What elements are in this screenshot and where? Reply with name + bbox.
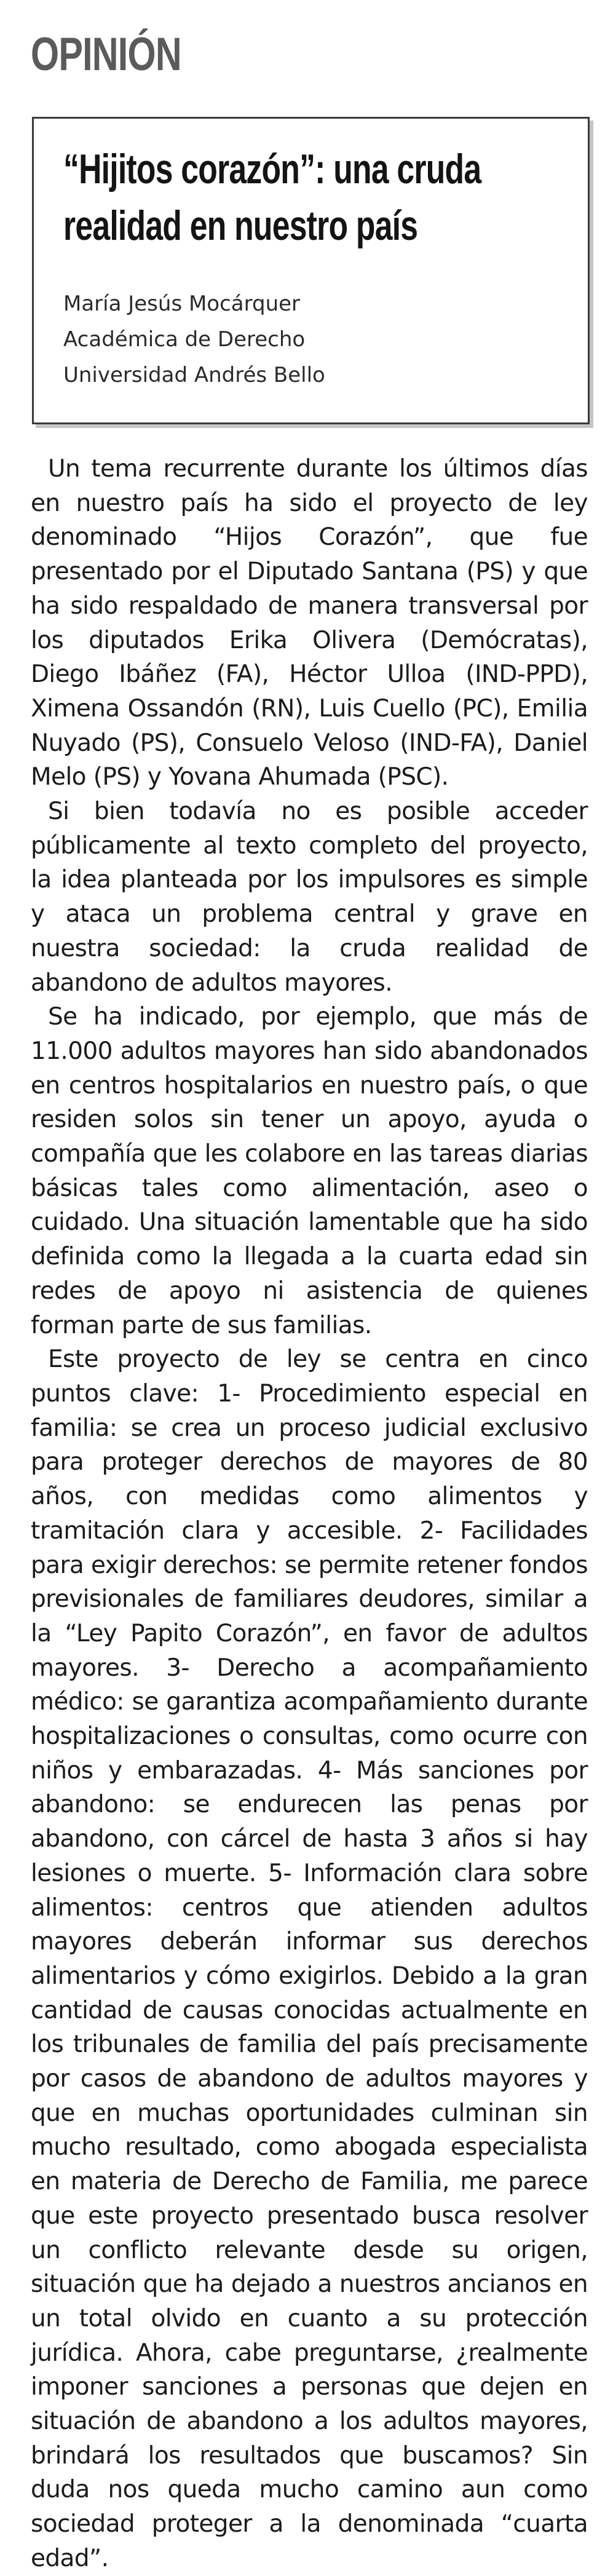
author-role: Académica de Derecho: [63, 327, 306, 352]
article-body: [31, 452, 588, 2576]
paragraph: Este proyecto de ley se centra en cinco puntos clave: 1- Procedimiento especial en familia: se crea un proceso judicial exclusivo para proteger derechos de mayores de 80 años, con medidas como alimentos y tramitación clara y accesible. 2- Facilidades para exigir derechos: se permite retener fondos previsionales de familiares deudores, similar a la “Ley Papito Corazón”, en favor de adultos mayores. 3- Derecho a acompañamiento médico: se garantiza acompañamiento durante hospitalizaciones o consultas, como ocurre con niños y embarazadas. 4- Más sanciones por abandono: se endurecen las penas por abandono, con cárcel de hasta 3 años si hay lesiones o muerte. 5- Información clara sobre alimentos: centros que atienden adultos mayores deberán informar sus derechos alimentarios y cómo exigirlos. Debido a la gran cantidad de causas conocidas actualmente en los tribunales de familia del país precisamente por casos de abandono de adultos mayores y que en muchas oportunidades culminan sin mucho resultado, como abogada especialista en materia de Derecho de Familia, me parece que este proyecto presentado busca resolver un conflicto relevante desde su origen, situación que ha dejado a nuestros ancianos en un total olvido en cuanto a su protección jurídica. Ahora, cabe preguntarse, ¿realmente imponer sanciones a personas que dejen en situación de abandono a los adultos mayores, brindará los resultados que buscamos? Sin duda nos queda mucho camino aun como sociedad proteger a la denominada “cuarta edad”.: [31, 1345, 588, 2572]
section-label: OPINIÓN: [31, 28, 181, 81]
paragraph: Si bien todavía no es posible acceder públicamente al texto completo del proyecto, la idea planteada por los impulsores es simple y ataca un problema central y grave en nuestra sociedad: la cruda realidad de abandono de adultos mayores.: [31, 798, 588, 997]
author-institution: Universidad Andrés Bello: [63, 363, 325, 387]
byline: [63, 286, 325, 393]
author-name: María Jesús Mocárquer: [63, 291, 301, 316]
headline: “Hijitos corazón”: una cruda realidad en nuestro país: [63, 146, 481, 249]
paragraph: Un tema recurrente durante los últimos días en nuestro país ha sido el proyecto de ley denominado “Hijos Corazón”, que fue presentado por el Diputado Santana (PS) y que ha sido respaldado de manera transversal por los diputados Erika Olivera (Demócratas), Diego Ibáñez (FA), Héctor Ulloa (IND-PPD), Ximena Ossandón (RN), Luis Cuello (PC), Emilia Nuyado (PS), Consuelo Veloso (IND-FA), Daniel Melo (PS) y Yovana Ahumada (PSC).: [31, 455, 588, 791]
paragraph: Se ha indicado, por ejemplo, que más de 11.000 adultos mayores han sido abandonados en centros hospitalarios en nuestro país, o que residen solos sin tener un apoyo, ayuda o compañía que les colabore en las tareas diarias básicas tales como alimentación, aseo o cuidado. Una situación lamentable que ha sido definida como la llegada a la cuarta edad sin redes de apoyo ni asistencia de quienes forman parte de sus familias.: [31, 1003, 588, 1339]
headline-box: [32, 117, 590, 424]
